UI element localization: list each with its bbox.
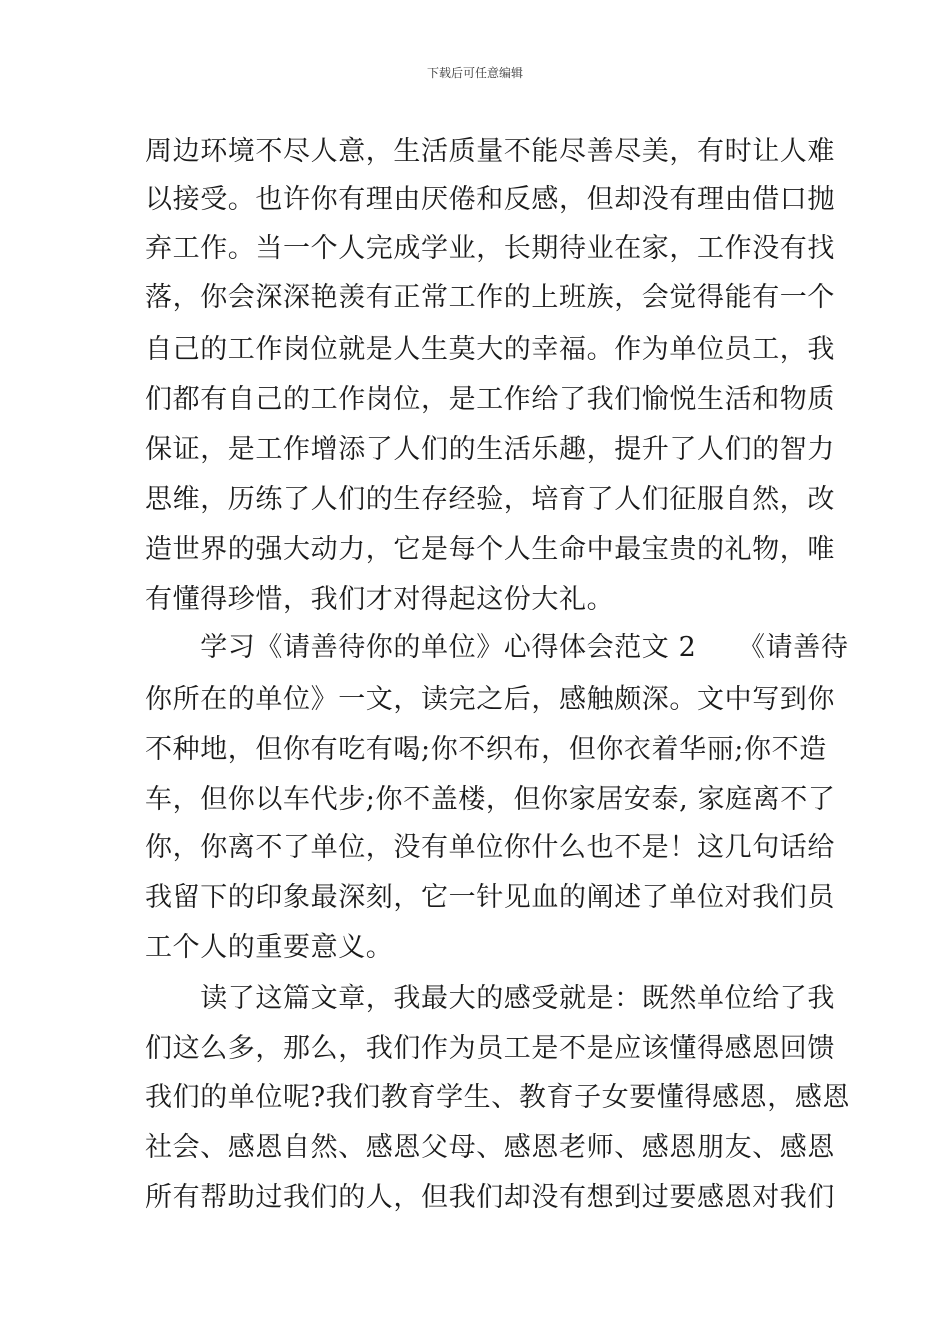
- text-line: 所有帮助过我们的人，但我们却没有想到过要感恩对我们: [145, 1182, 835, 1213]
- text-line: 不种地，但你有吃有喝;你不织布，但你衣着华丽;你不造: [145, 734, 827, 765]
- text-line: 以接受。也许你有理由厌倦和反感，但却没有理由借口抛: [145, 184, 835, 215]
- text-line: 造世界的强大动力，它是每个人生命中最宝贵的礼物，唯: [145, 534, 835, 565]
- text-line: 弃工作。当一个人完成学业，长期待业在家，工作没有找: [145, 233, 835, 264]
- text-line: 周边环境不尽人意，生活质量不能尽善尽美，有时让人难: [145, 136, 835, 167]
- text-line: 们都有自己的工作岗位，是工作给了我们愉悦生活和物质: [145, 384, 835, 415]
- text-line: 读了这篇文章，我最大的感受就是：既然单位给了我: [145, 983, 835, 1014]
- text-line: 你，你离不了单位，没有单位你什么也不是！这几句话给: [145, 832, 835, 863]
- text-line: 们这么多，那么，我们作为员工是不是应该懂得感恩回馈: [145, 1033, 835, 1064]
- text-line: 思维，历练了人们的生存经验，培育了人们征服自然，改: [145, 484, 835, 515]
- text-line: 工个人的重要意义。: [145, 932, 394, 963]
- text-line: 保证，是工作增添了人们的生活乐趣，提升了人们的智力: [145, 434, 835, 465]
- text-line: 车，但你以车代步;你不盖楼，但你家居安泰, 家庭离不了: [145, 784, 836, 815]
- text-line: 你所在的单位》一文，读完之后，感触颇深。文中写到你: [145, 684, 835, 715]
- text-line: 有懂得珍惜，我们才对得起这份大礼。: [145, 584, 615, 615]
- text-line: 自己的工作岗位就是人生莫大的幸福。作为单位员工，我: [145, 334, 835, 365]
- page-header: 下载后可任意编辑: [426, 66, 523, 80]
- text-line: 社会、感恩自然、感恩父母、感恩老师、感恩朋友、感恩: [145, 1132, 835, 1163]
- text-line: 学习《请善待你的单位》心得体会范文 2 《请善待: [145, 632, 849, 663]
- text-line: 我们的单位呢?我们教育学生、教育子女要懂得感恩，感恩: [145, 1082, 851, 1113]
- text-line: 我留下的印象最深刻，它一针见血的阐述了单位对我们员: [145, 882, 835, 913]
- text-line: 落，你会深深艳羡有正常工作的上班族，会觉得能有一个: [145, 282, 835, 313]
